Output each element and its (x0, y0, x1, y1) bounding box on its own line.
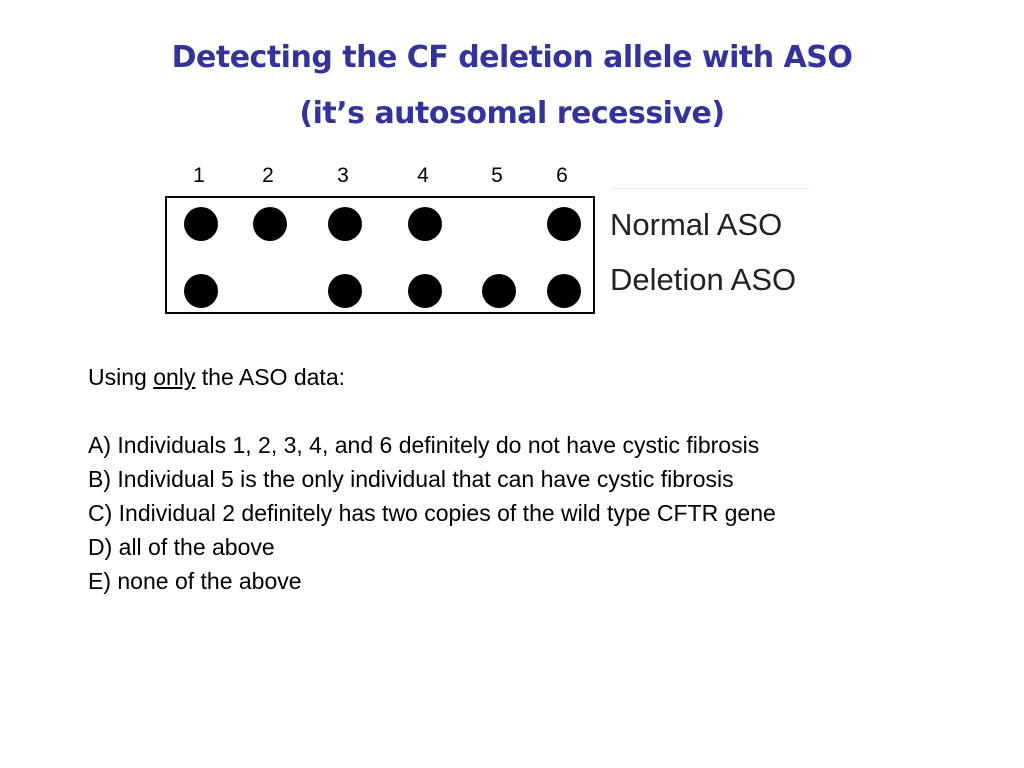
row-label-deletion-aso: Deletion ASO (610, 262, 797, 297)
spacer (88, 394, 948, 428)
dot-deletion-lane-3 (328, 274, 362, 308)
slide-title (0, 30, 1024, 142)
lane-number-3: 3 (337, 164, 349, 187)
answer-option-e: E) none of the above (88, 568, 302, 594)
question-block (88, 360, 948, 598)
dot-deletion-lane-6 (547, 274, 581, 308)
divider-line (612, 188, 812, 189)
question-intro-end: the ASO data: (195, 364, 346, 390)
row-label-normal-aso: Normal ASO (610, 207, 783, 242)
dot-normal-lane-3 (328, 207, 362, 241)
lane-number-5: 5 (491, 164, 503, 187)
answer-option-b: B) Individual 5 is the only individual that can have cystic fibrosis (88, 466, 734, 492)
dot-deletion-lane-4 (408, 274, 442, 308)
dot-normal-lane-1 (184, 207, 218, 241)
lane-number-2: 2 (262, 164, 274, 187)
lane-number-6: 6 (556, 164, 568, 187)
aso-blot (165, 196, 595, 314)
dot-deletion-lane-5 (482, 274, 516, 308)
question-intro-emphasis: only (153, 364, 196, 390)
answer-option-a: A) Individuals 1, 2, 3, 4, and 6 definitely do not have cystic fibrosis (88, 432, 760, 458)
question-intro (88, 360, 948, 394)
dot-normal-lane-6 (547, 207, 581, 241)
dot-deletion-lane-1 (184, 274, 218, 308)
slide-title-line-1: Detecting the CF deletion allele with ASO (171, 40, 853, 75)
slide-title-line-2: (it’s autosomal recessive) (299, 96, 725, 131)
answer-option-d: D) all of the above (88, 534, 275, 560)
answer-option-c: C) Individual 2 definitely has two copies of the wild type CFTR gene (88, 500, 776, 526)
dot-normal-lane-4 (408, 207, 442, 241)
dot-normal-lane-2 (253, 207, 287, 241)
lane-number-4: 4 (417, 164, 429, 187)
question-intro-start: Using (88, 364, 154, 390)
lane-number-1: 1 (193, 164, 205, 187)
